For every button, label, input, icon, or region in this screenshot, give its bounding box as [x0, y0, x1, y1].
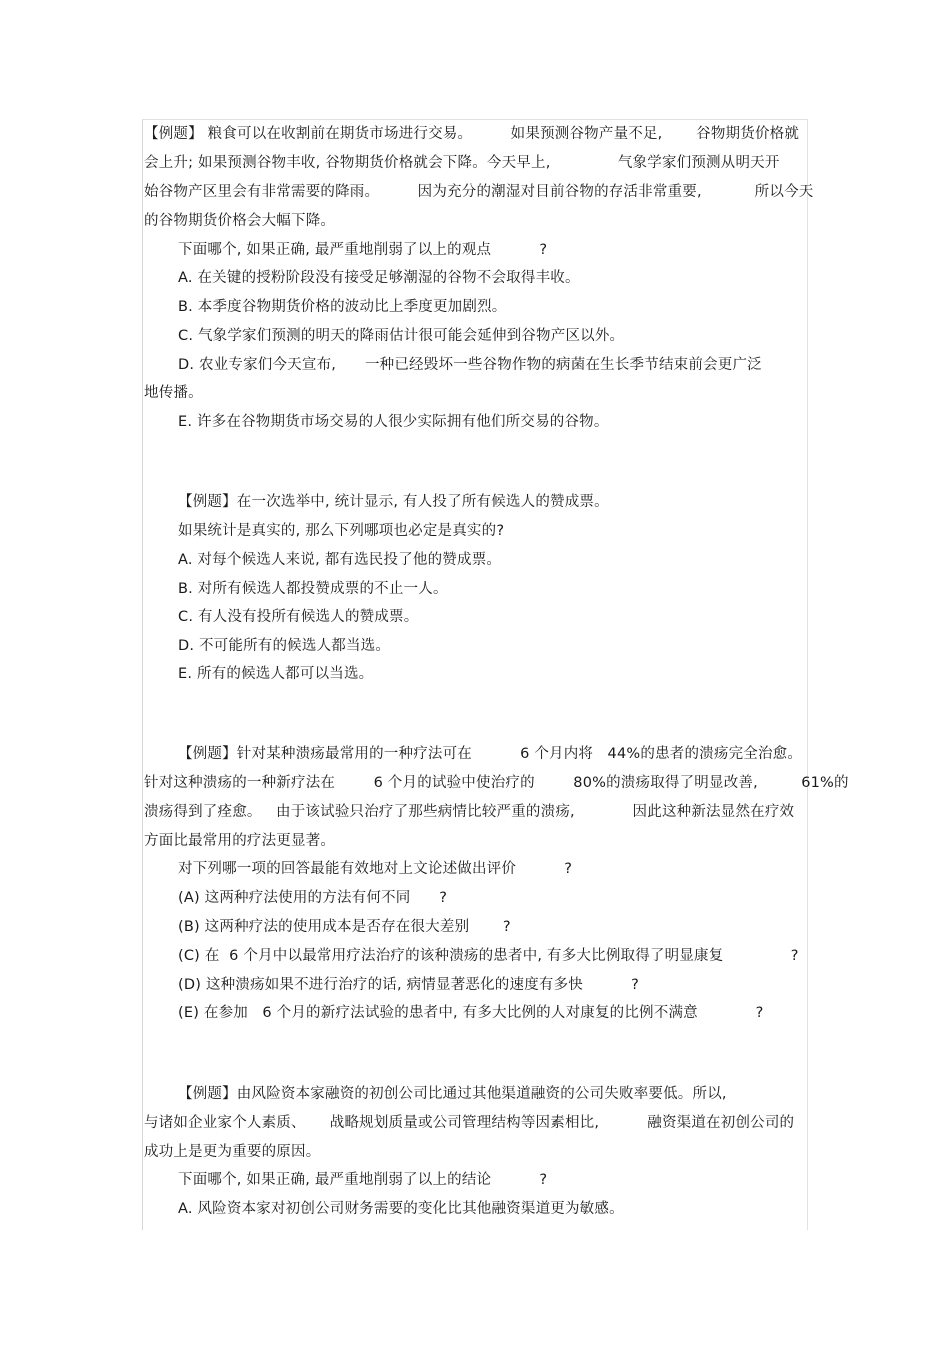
q2-option-c: C. 有人没有投所有候选人的赞成票。 — [178, 609, 419, 625]
q3-option-a: (A) 这两种疗法使用的方法有何不同 ? — [178, 890, 448, 906]
q3-stem-line-3: 溃疡得到了痊愈。 由于该试验只治疗了那些病情比较严重的溃疡, 因此这种新法显然在疗效 — [144, 804, 795, 820]
q4-stem-line-3: 成功上是更为重要的原因。 — [144, 1144, 321, 1160]
q3-stem-line-4: 方面比最常用的疗法更显著。 — [144, 833, 336, 849]
q1-stem-line-4: 的谷物期货价格会大幅下降。 — [144, 213, 336, 229]
q3-question: 对下列哪一项的回答最能有效地对上文论述做出评价 ? — [178, 861, 573, 877]
q3-stem-line-2: 针对这种溃疡的一种新疗法在 6 个月的试验中使治疗的 80%的溃疡取得了明显改善, 61%的 — [144, 775, 849, 791]
q1-option-d-line-1: D. 农业专家们今天宣布, 一种已经毁坏一些谷物作物的病菌在生长季节结束前会更广泛 — [178, 357, 762, 373]
q1-option-d-line-2: 地传播。 — [144, 385, 203, 401]
q4-question: 下面哪个, 如果正确, 最严重地削弱了以上的结论 ? — [178, 1172, 548, 1188]
q2-option-a: A. 对每个候选人来说, 都有选民投了他的赞成票。 — [178, 552, 502, 568]
q2-option-d: D. 不可能所有的候选人都当选。 — [178, 638, 391, 654]
q3-option-d: (D) 这种溃疡如果不进行治疗的话, 病情显著恶化的速度有多快 ? — [178, 977, 639, 993]
q1-option-c: C. 气象学家们预测的明天的降雨估计很可能会延伸到谷物产区以外。 — [178, 328, 625, 344]
q2-option-e: E. 所有的候选人都可以当选。 — [178, 666, 374, 682]
q1-question: 下面哪个, 如果正确, 最严重地削弱了以上的观点 ? — [178, 242, 548, 258]
q3-option-b: (B) 这两种疗法的使用成本是否存在很大差别 ? — [178, 919, 511, 935]
q4-stem-line-1: 【例题】由风险资本家融资的初创公司比通过其他渠道融资的公司失败率要低。所以, — [178, 1086, 727, 1102]
q3-option-e: (E) 在参加 6 个月的新疗法试验的患者中, 有多大比例的人对康复的比例不满意 ? — [178, 1005, 764, 1021]
q1-option-a: A. 在关键的授粉阶段没有接受足够潮湿的谷物不会取得丰收。 — [178, 270, 580, 286]
q3-option-c: (C) 在 6 个月中以最常用疗法治疗的该种溃疡的患者中, 有多大比例取得了明显康复 ? — [178, 948, 799, 964]
q1-stem-line-1: 【例题】 粮食可以在收割前在期货市场进行交易。 如果预测谷物产量不足, 谷物期货价格就 — [144, 126, 800, 142]
q2-option-b: B. 对所有候选人都投赞成票的不止一人。 — [178, 581, 448, 597]
q4-stem-line-2: 与诸如企业家个人素质、 战略规划质量或公司管理结构等因素相比, 融资渠道在初创公司的 — [144, 1115, 795, 1131]
q2-stem: 【例题】在一次选举中, 统计显示, 有人投了所有候选人的赞成票。 — [178, 494, 609, 510]
q4-option-a: A. 风险资本家对初创公司财务需要的变化比其他融资渠道更为敏感。 — [178, 1201, 624, 1217]
q3-stem-line-1: 【例题】针对某种溃疡最常用的一种疗法可在 6 个月内将 44%的患者的溃疡完全治愈。 — [178, 746, 803, 762]
q2-question: 如果统计是真实的, 那么下列哪项也必定是真实的? — [178, 523, 505, 539]
q1-option-b: B. 本季度谷物期货价格的波动比上季度更加剧烈。 — [178, 299, 507, 315]
q1-stem-line-2: 会上升; 如果预测谷物丰收, 谷物期货价格就会下降。今天早上, 气象学家们预测从明天开 — [144, 155, 780, 171]
q1-stem-line-3: 始谷物产区里会有非常需要的降雨。 因为充分的潮湿对目前谷物的存活非常重要, 所以今天 — [144, 184, 814, 200]
q1-option-e: E. 许多在谷物期货市场交易的人很少实际拥有他们所交易的谷物。 — [178, 414, 609, 430]
